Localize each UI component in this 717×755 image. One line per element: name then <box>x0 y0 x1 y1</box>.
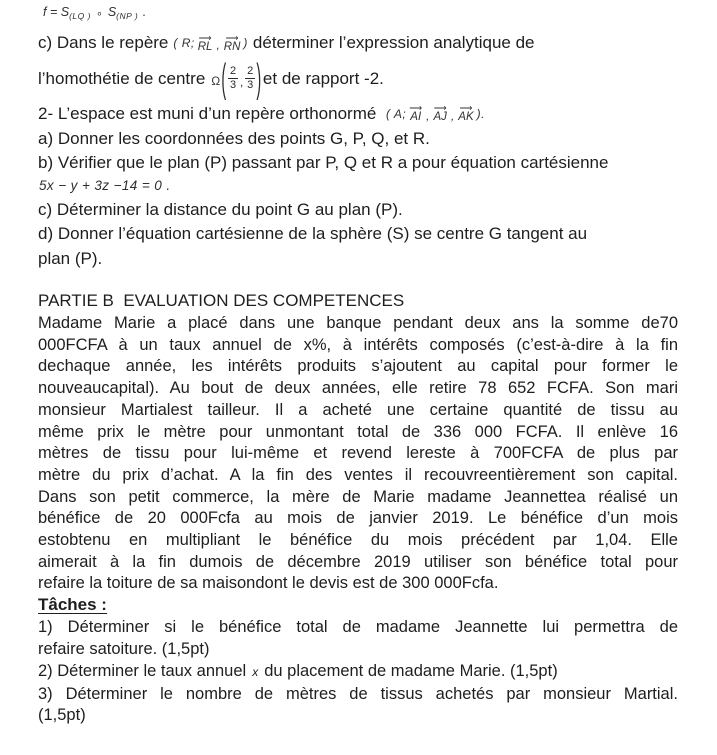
fraction-2 <box>245 65 255 91</box>
formula-subscript-2: (NP ) <box>116 11 139 21</box>
question-c-line1 <box>38 31 678 56</box>
question-d-line2: plan (P). <box>38 248 103 268</box>
paragraph-line: nouveaucapital). Au bout de deux années, elle retire 78 652 FCFA. Son mari <box>38 379 678 398</box>
fraction-2-numerator: 2 <box>247 65 254 78</box>
homothety-text-after: et de rapport -2. <box>262 68 384 88</box>
vector-RN-label: RN <box>223 40 241 53</box>
task-1-line1: 1) Déterminer si le bénéfice total de madame Jeannette lui permettra de <box>38 618 678 637</box>
frame-close: ). <box>476 107 485 121</box>
paragraph-line: Madame Marie a placé dans une banque pendant deux ans la somme de70 <box>38 314 678 332</box>
formula-period: . <box>142 5 146 19</box>
fraction-1 <box>228 65 238 91</box>
left-paren-icon: ( <box>221 56 227 101</box>
homothety-text-before: l’homothétie de centre <box>38 68 206 88</box>
question-c-text-after: déterminer l’expression analytique de <box>252 33 535 52</box>
vector-arrow-icon: ⟶ <box>459 103 473 114</box>
vector-AK-label: AK <box>458 111 474 124</box>
frame-open: ( R; <box>173 36 195 50</box>
formula-lhs: f = S <box>43 5 70 19</box>
paragraph-line: même prix le mètre pour unmontant total de 336 000 FCFA. Il enlève 16 <box>38 422 678 441</box>
vector-arrow-icon: ⟶ <box>433 103 447 114</box>
paragraph-line: monsieur Martialest tailleur. Il a acheté une certaine quantité de tissu au <box>38 400 678 419</box>
frame-comma: , <box>450 109 455 123</box>
coordinates-comma: , <box>240 76 244 89</box>
paragraph-line: mètres de tissu pour lui-même et revend lereste à 700FCFA de plus par <box>38 444 678 463</box>
vector-AI-label: AI <box>410 111 422 124</box>
frame-notation-R <box>173 31 248 56</box>
paragraph-line: dechaque année, les intérêts produits s’ajoutent au capital pour former le <box>38 357 678 376</box>
paragraph-line: mètre du prix d’achat. A la fin des ventes il recouvreentièrement son capital. <box>38 465 678 484</box>
vector-RL <box>198 34 213 54</box>
formula-subscript-1: (LQ ) <box>69 11 91 21</box>
omega-symbol: Ω <box>211 73 221 88</box>
question-c-text-before: c) Dans le repère <box>38 33 169 52</box>
frame-comma: , <box>426 109 430 123</box>
task-2-text-before: 2) Déterminer le taux annuel <box>38 661 247 680</box>
paragraph-line: refaire la toiture de sa maisondont le devis est de 300 000Fcfa. <box>38 574 499 593</box>
task-2-line <box>38 661 678 684</box>
task-2-text-after: du placement de madame Marie. (1,5pt) <box>264 661 558 680</box>
paragraph-line: 000FCFA à un taux annuel de x%, à intérêts composés (c’est-à-dire à la fin <box>38 335 678 354</box>
fraction-1-denominator: 3 <box>229 79 237 91</box>
tasks-heading: Tâches : <box>38 595 107 615</box>
question-c3-line: c) Déterminer la distance du point G au plan (P). <box>38 199 403 219</box>
vector-arrow-icon: ⟶ <box>409 103 423 114</box>
right-paren-icon: ) <box>256 56 262 101</box>
vector-AI <box>409 104 422 124</box>
center-coordinates <box>228 65 255 91</box>
task-3-line2: (1,5pt) <box>38 706 86 725</box>
plane-equation: 5x − y + 3z −14 = 0 . <box>39 177 171 193</box>
fraction-1-numerator: 2 <box>229 65 237 78</box>
frame-open: ( A; <box>386 107 407 121</box>
question-2-line <box>38 102 678 127</box>
fraction-2-denominator: 3 <box>247 79 254 91</box>
paragraph-line: Dans son petit commerce, la mère de Marie madame Jeannettea réalisé un <box>38 487 678 506</box>
composition-operator-icon: ∘ <box>95 8 103 20</box>
vector-AJ <box>434 104 447 124</box>
question-a-line: a) Donner les coordonnées des points G, P, Q, et R. <box>38 128 430 148</box>
question-c-line2 <box>38 56 678 102</box>
vector-AJ-label: AJ <box>433 111 447 124</box>
formula-composition <box>38 5 678 23</box>
paragraph-line: estobtenu en multipliant le bénéfice du mois précédent par 1,04. Elle <box>38 531 678 550</box>
frame-notation-A <box>386 104 485 124</box>
question-b-line: b) Vérifier que le plan (P) passant par P, Q et R a pour équation cartésienne <box>38 153 609 172</box>
vector-RN <box>224 34 241 54</box>
vector-arrow-icon: ⟶ <box>225 32 239 43</box>
question-2-text: 2- L’espace est muni d’un repère orthonormé <box>38 104 382 123</box>
part-b-heading: PARTIE B EVALUATION DES COMPETENCES <box>38 291 405 310</box>
task-3-line1: 3) Déterminer le nombre de mètres de tissus achetés par monsieur Martial. <box>38 684 678 703</box>
vector-RL-label: RL <box>197 40 213 53</box>
vector-AK <box>458 104 473 124</box>
vector-arrow-icon: ⟶ <box>198 32 212 43</box>
paragraph-line: aimerait à la fin dumois de décembre 2019 utiliser son bénéfice total pour <box>38 552 678 571</box>
frame-close: ) <box>243 36 248 50</box>
task-1-line2: refaire satoiture. (1,5pt) <box>38 639 210 658</box>
question-d-line1: d) Donner l’équation cartésienne de la sphère (S) se centre G tangent au <box>38 224 588 243</box>
formula-s2: S <box>107 5 117 19</box>
task-2-variable-x: x <box>252 664 259 679</box>
frame-comma: , <box>216 38 220 52</box>
paragraph-line: bénéfice de 20 000Fcfa au mois de janvier 2019. Le bénéfice d’un mois <box>38 509 678 528</box>
